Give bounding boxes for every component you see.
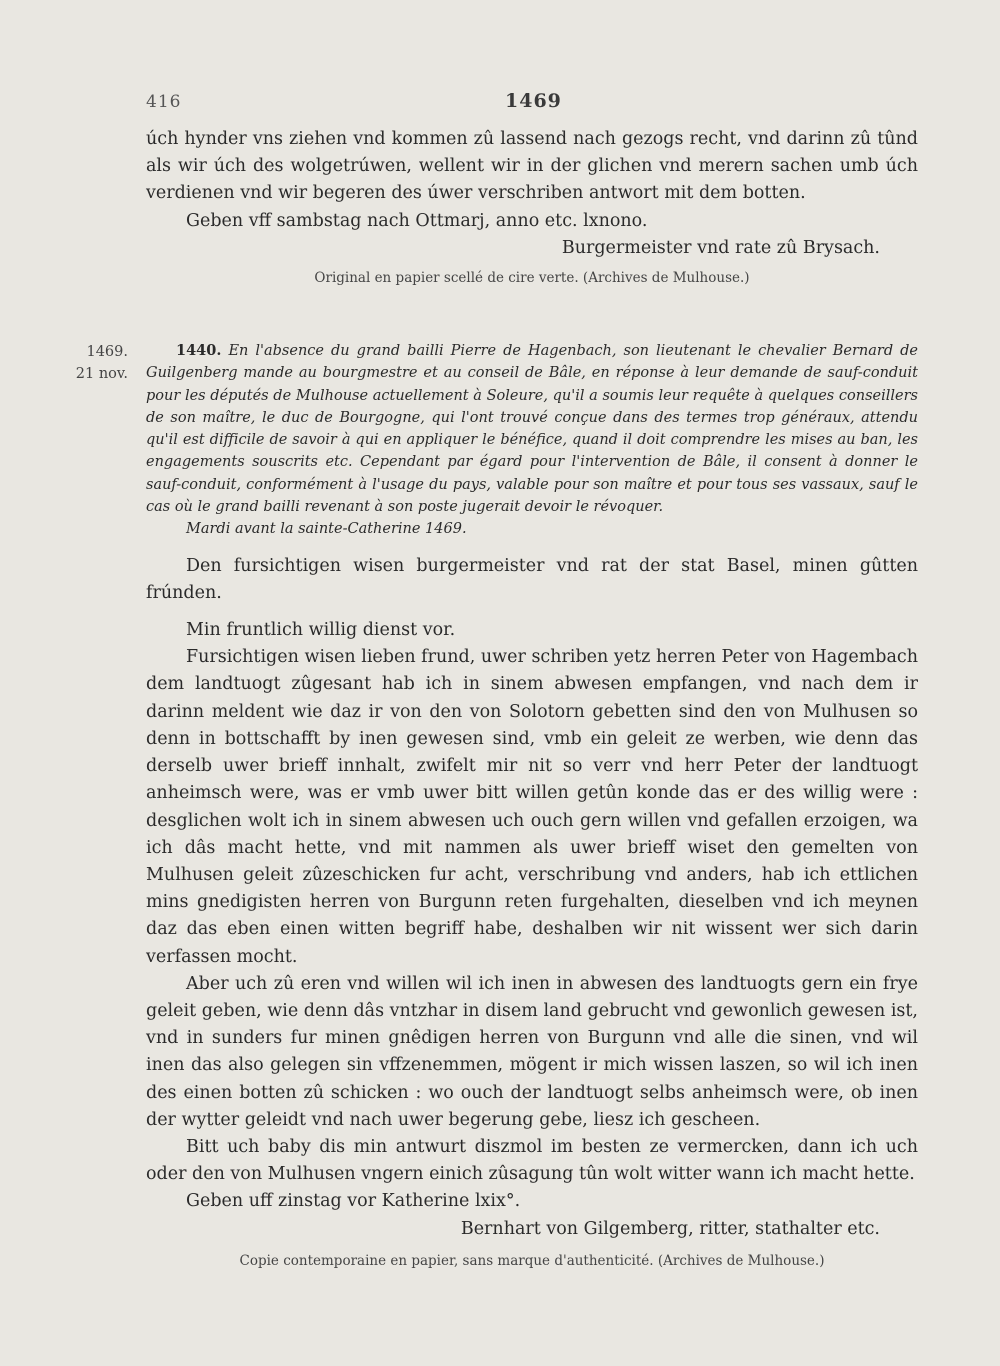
letter-body-paragraph-1: Fursichtigen wisen lieben frund, uwer schriben yetz herren Peter von Hagembach dem landtuogt zûgesant hab ich in sinem abwesen empfangen, vnd nach dem ir darinn meldent wie daz ir von den von Solotorn gebetten sind den von Mulhusen so denn in bottschafft by inen gewesen sind, vmb ein geleit ze werben, wie denn das derselb uwer brieff innhalt, zwifelt mir nit so verr vnd herr Peter der landtuogt anheimsch were, was er vmb uwer bitt willen getûn konde das er des willig were : desglichen wolt ich in sinem abwesen uch ouch gern willen vnd gefallen erzoigen, wa ich dâs macht hette, vnd mit nammen als uwer brieff wiset den gemelten von Mulhusen geleit zûzeschicken fur acht, verschribung vnd anders, hab ich ettlichen mins gnedigisten herren von Burgunn reten furgehalten, dieselben vnd ich meynen daz das eben einen witten begriff habe, deshalben wir nit wissent wer sich darin verfassen mocht. [146,647,918,967]
margin-day: 21 nov. [75,366,128,382]
letter-greeting: Min fruntlich willig dienst vor. [186,620,456,641]
source-note: Original en papier scellé de cire verte. (Archives de Mulhouse.) [314,270,750,287]
letter-body-paragraph-3: Bitt uch baby dis min antwurt diszmol im besten ze vermercken, dann ich uch oder den von Mulhusen vngern einich zûsagung tûn wolt witter wann ich macht hette. [146,1136,918,1185]
summary-text: En l'absence du grand bailli Pierre de Hagenbach, son lieutenant le chevalier Bernard de Guilgenberg mande au bourgmestre et au conseil de Bâle, en réponse à leur demande de sauf-conduit pour les députés de Mulhouse actuellement à Soleure, qu'il a soumis leur requête à quelques conseillers de son maître, le duc de Bourgogne, qui l'ont trouvé conçue dans des termes trop généraux, attendu qu'il est difficile de savoir à qui en appliquer le bénéfice, quand il doit comprendre les mises au ban, les engagements souscrits etc. Cependant par égard pour l'intervention de Bâle, il consent à donner le sauf-conduit, conformément à l'usage du pays, valable pour son maître et pour tous ses vassaux, sauf le cas où le grand bailli revenant à son poste jugerait devoir le révoquer. [146,343,919,516]
letter-body-paragraph-2: Aber uch zû eren vnd willen wil ich inen in abwesen des landtuogts gern ein frye geleit geben, wie denn dâs vntzhar in disem land gebrucht vnd gewonlich gewesen ist, vnd in sunders fur minen gnêdigen herren von Burgunn vnd alle die sinen, vnd wil inen das also gelegen sin vffzenemmen, mögent ir mich wissen laszen, so wil ich inen des einen botten zû schicken : wo ouch der landtuogt selbs anheimsch were, ob inen der wytter geleidt vnd nach uwer begerung gebe, liesz ich gescheen. [146,973,918,1130]
margin-date [58,341,128,385]
page-number: 416 [146,92,182,112]
continuation-text: úch hynder vns ziehen vnd kommen zû lassend nach gezogs recht, vnd darinn zû tûnd als wir úch des wolgetrúwen, wellent wir in der glichen vnd merern sachen umb úch verdienen vnd wir begeren des úwer verschriben antwort mit dem botten. [146,129,918,204]
previous-entry-continuation [146,126,918,288]
letter-source-note: Copie contemporaine en papier, sans marque d'authenticité. (Archives de Mulhouse.) [239,1252,825,1269]
letter-dating: Geben uff zinstag vor Katherine lxix°. [186,1191,521,1212]
margin-year: 1469. [86,344,128,360]
letter-signature: Bernhart von Gilgemberg, ritter, stathalter etc. [460,1218,880,1239]
entry-summary [146,340,918,518]
dating-line: Geben vff sambstag nach Ottmarj, anno etc. lxnono. [186,210,648,231]
summary-date: Mardi avant la sainte-Catherine 1469. [186,521,467,538]
entry-1440 [146,340,918,1271]
running-header-year: 1469 [505,90,562,112]
signature-line: Burgermeister vnd rate zû Brysach. [561,237,880,258]
entry-number: 1440. [176,342,222,359]
letter-address: Den fursichtigen wisen burgermeister vnd rat der stat Basel, minen gûtten frúnden. [146,555,918,603]
